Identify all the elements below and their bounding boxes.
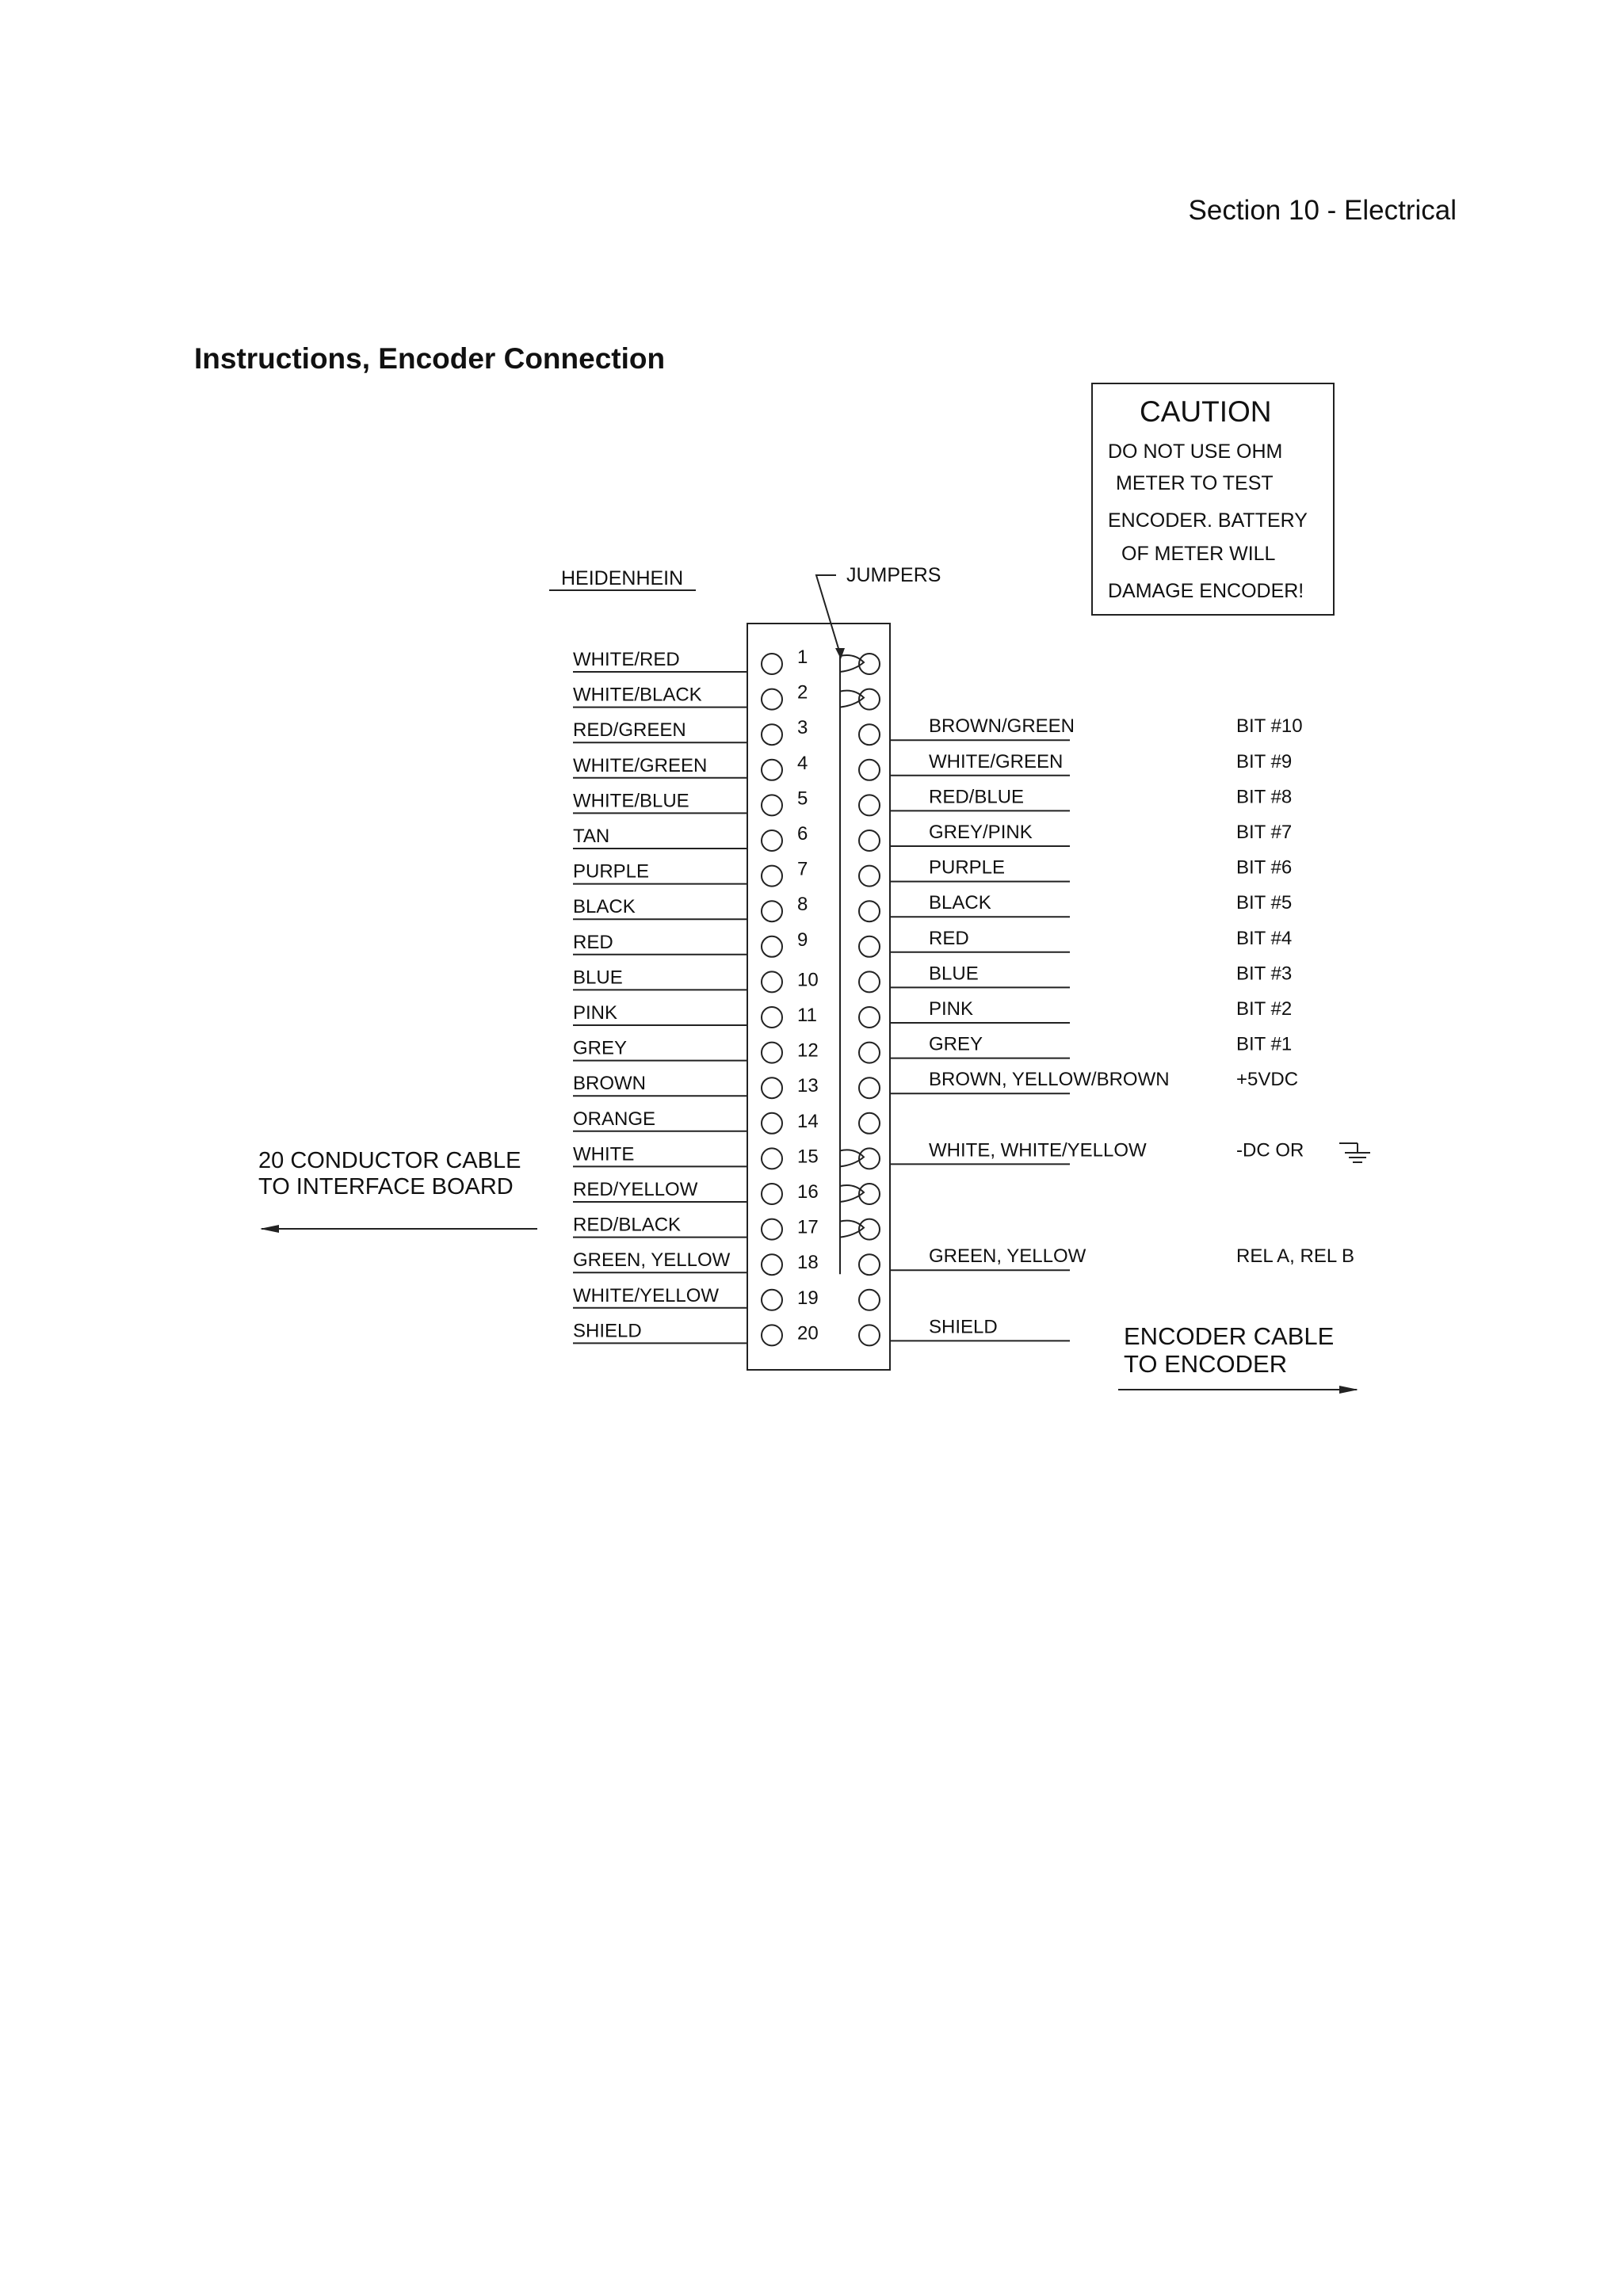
- caution-heading: CAUTION: [1140, 395, 1272, 428]
- pin-left-terminal: [762, 830, 782, 851]
- pin-right-terminal: [859, 760, 880, 780]
- page-title: Instructions, Encoder Connection: [194, 342, 666, 375]
- left-wire-label: SHIELD: [573, 1320, 642, 1342]
- left-wire-label: GREY: [573, 1037, 628, 1059]
- left-wire-label: RED/YELLOW: [573, 1179, 698, 1200]
- left-wire-label: RED/BLACK: [573, 1214, 682, 1236]
- pin-right-terminal: [859, 795, 880, 815]
- pin-number: 14: [797, 1110, 819, 1132]
- pin-left-terminal: [762, 1325, 782, 1345]
- pin-right-terminal: [859, 1113, 880, 1134]
- pin-left-terminal: [762, 1113, 782, 1134]
- pin-number: 1: [797, 646, 808, 668]
- pin-right-terminal: [859, 830, 880, 851]
- right-wire-label: BLUE: [929, 963, 979, 985]
- left-wire-label: GREEN, YELLOW: [573, 1249, 731, 1272]
- caution-line: ENCODER. BATTERY: [1108, 509, 1308, 532]
- pin-left-terminal: [762, 1254, 782, 1275]
- pin-number: 20: [797, 1322, 819, 1344]
- pin-right-terminal: [859, 1325, 880, 1345]
- left-wire-label: RED/GREEN: [573, 719, 686, 742]
- right-wire-list: [890, 715, 1354, 1341]
- jumpers-label: JUMPERS: [846, 564, 941, 586]
- heidenhein-label: HEIDENHEIN: [561, 567, 684, 589]
- pin-number: 19: [797, 1287, 819, 1309]
- pin-left-terminal: [762, 1219, 782, 1240]
- pin-number: 13: [797, 1075, 819, 1097]
- pin-number: 6: [797, 823, 808, 845]
- left-wire-label: WHITE/BLUE: [573, 790, 689, 812]
- right-wire-label: GREY/PINK: [929, 822, 1033, 843]
- signal-label: BIT #2: [1236, 998, 1293, 1020]
- jumpers-label-group: [816, 564, 941, 659]
- pin-left-terminal: [762, 760, 782, 780]
- signal-label: +5VDC: [1236, 1069, 1299, 1091]
- pin-number: 17: [797, 1216, 819, 1238]
- pin-left-terminal: [762, 866, 782, 887]
- right-wire-label: BLACK: [929, 892, 991, 914]
- right-wire-label: RED: [929, 927, 969, 949]
- terminal-pins: [762, 646, 880, 1345]
- left-wire-label: BLACK: [573, 896, 636, 918]
- signal-label: BIT #4: [1236, 927, 1293, 949]
- signal-label: -DC OR: [1236, 1139, 1304, 1161]
- pin-left-terminal: [762, 1077, 782, 1098]
- pin-left-terminal: [762, 901, 782, 921]
- caution-line: DO NOT USE OHM: [1108, 441, 1283, 463]
- left-wire-list: [573, 649, 747, 1343]
- right-wire-label: WHITE, WHITE/YELLOW: [929, 1139, 1147, 1161]
- right-wire-label: PURPLE: [929, 856, 1006, 879]
- right-wire-label: GREEN, YELLOW: [929, 1245, 1086, 1268]
- terminal-block: [747, 624, 890, 1370]
- pin-left-terminal: [762, 1148, 782, 1169]
- signal-label: BIT #9: [1236, 750, 1293, 772]
- left-wire-label: WHITE/GREEN: [573, 754, 708, 776]
- pin-number: 7: [797, 858, 808, 880]
- left-cable-line: TO INTERFACE BOARD: [258, 1174, 514, 1199]
- right-wire-label: BROWN, YELLOW/BROWN: [929, 1069, 1170, 1091]
- pin-right-terminal: [859, 724, 880, 745]
- left-wire-label: TAN: [573, 826, 610, 847]
- signal-label: BIT #8: [1236, 786, 1293, 808]
- left-wire-label: ORANGE: [573, 1108, 656, 1130]
- left-wire-label: PINK: [573, 1002, 618, 1024]
- caution-line: DAMAGE ENCODER!: [1108, 580, 1304, 602]
- jumper-wires: [840, 655, 864, 1274]
- left-wire-label: PURPLE: [573, 860, 650, 883]
- right-wire-label: PINK: [929, 998, 974, 1020]
- pin-number: 15: [797, 1146, 819, 1168]
- pin-left-terminal: [762, 936, 782, 957]
- pin-left-terminal: [762, 654, 782, 674]
- pin-left-terminal: [762, 795, 782, 815]
- pin-number: 18: [797, 1252, 819, 1274]
- pin-right-terminal: [859, 1290, 880, 1310]
- pin-number: 12: [797, 1039, 819, 1062]
- pin-right-terminal: [859, 971, 880, 992]
- signal-label: BIT #10: [1236, 715, 1303, 738]
- pin-number: 4: [797, 752, 808, 774]
- pin-number: 9: [797, 929, 808, 951]
- right-cable-line: ENCODER CABLE: [1124, 1322, 1335, 1350]
- right-cable-line: TO ENCODER: [1124, 1350, 1288, 1378]
- signal-label: BIT #5: [1236, 892, 1293, 914]
- left-wire-label: BROWN: [573, 1073, 646, 1095]
- pin-left-terminal: [762, 1184, 782, 1204]
- ground-symbol-icon: [1339, 1143, 1370, 1162]
- left-wire-label: WHITE: [573, 1143, 635, 1165]
- left-cable-note: [258, 1148, 537, 1233]
- right-wire-label: BROWN/GREEN: [929, 715, 1075, 738]
- pin-left-terminal: [762, 1290, 782, 1310]
- pin-number: 3: [797, 717, 808, 739]
- left-cable-line: 20 CONDUCTOR CABLE: [258, 1148, 521, 1173]
- signal-label: BIT #3: [1236, 963, 1293, 985]
- right-wire-label: RED/BLUE: [929, 786, 1025, 808]
- caution-line: OF METER WILL: [1121, 543, 1276, 565]
- left-wire-label: WHITE/RED: [573, 649, 680, 670]
- pin-number: 5: [797, 788, 808, 810]
- pin-left-terminal: [762, 1007, 782, 1028]
- pin-right-terminal: [859, 1254, 880, 1275]
- left-wire-label: WHITE/BLACK: [573, 684, 702, 706]
- caution-line: METER TO TEST: [1116, 472, 1274, 494]
- caution-box: [1092, 383, 1334, 615]
- pin-number: 16: [797, 1181, 819, 1203]
- pin-number: 8: [797, 894, 808, 916]
- pin-number: 10: [797, 969, 819, 991]
- heidenhein-label-group: [549, 567, 696, 590]
- pin-left-terminal: [762, 724, 782, 745]
- pin-right-terminal: [859, 1007, 880, 1028]
- pin-right-terminal: [859, 866, 880, 887]
- pin-right-terminal: [859, 1077, 880, 1098]
- right-wire-label: GREY: [929, 1033, 983, 1055]
- pin-right-terminal: [859, 901, 880, 921]
- pin-number: 11: [797, 1005, 817, 1026]
- right-wire-label: WHITE/GREEN: [929, 750, 1064, 772]
- pin-right-terminal: [859, 1043, 880, 1063]
- signal-label: BIT #6: [1236, 856, 1293, 879]
- pin-left-terminal: [762, 971, 782, 992]
- signal-label: BIT #7: [1236, 822, 1293, 843]
- left-wire-label: RED: [573, 931, 613, 953]
- pin-left-terminal: [762, 689, 782, 710]
- right-cable-note: [1118, 1322, 1358, 1394]
- signal-label: REL A, REL B: [1236, 1245, 1354, 1268]
- left-wire-label: WHITE/YELLOW: [573, 1284, 720, 1306]
- right-wire-label: SHIELD: [929, 1316, 998, 1338]
- signal-label: BIT #1: [1236, 1033, 1293, 1055]
- pin-number: 2: [797, 681, 808, 704]
- section-header: Section 10 - Electrical: [1188, 195, 1457, 226]
- left-wire-label: BLUE: [573, 967, 623, 989]
- pin-left-terminal: [762, 1043, 782, 1063]
- pin-right-terminal: [859, 936, 880, 957]
